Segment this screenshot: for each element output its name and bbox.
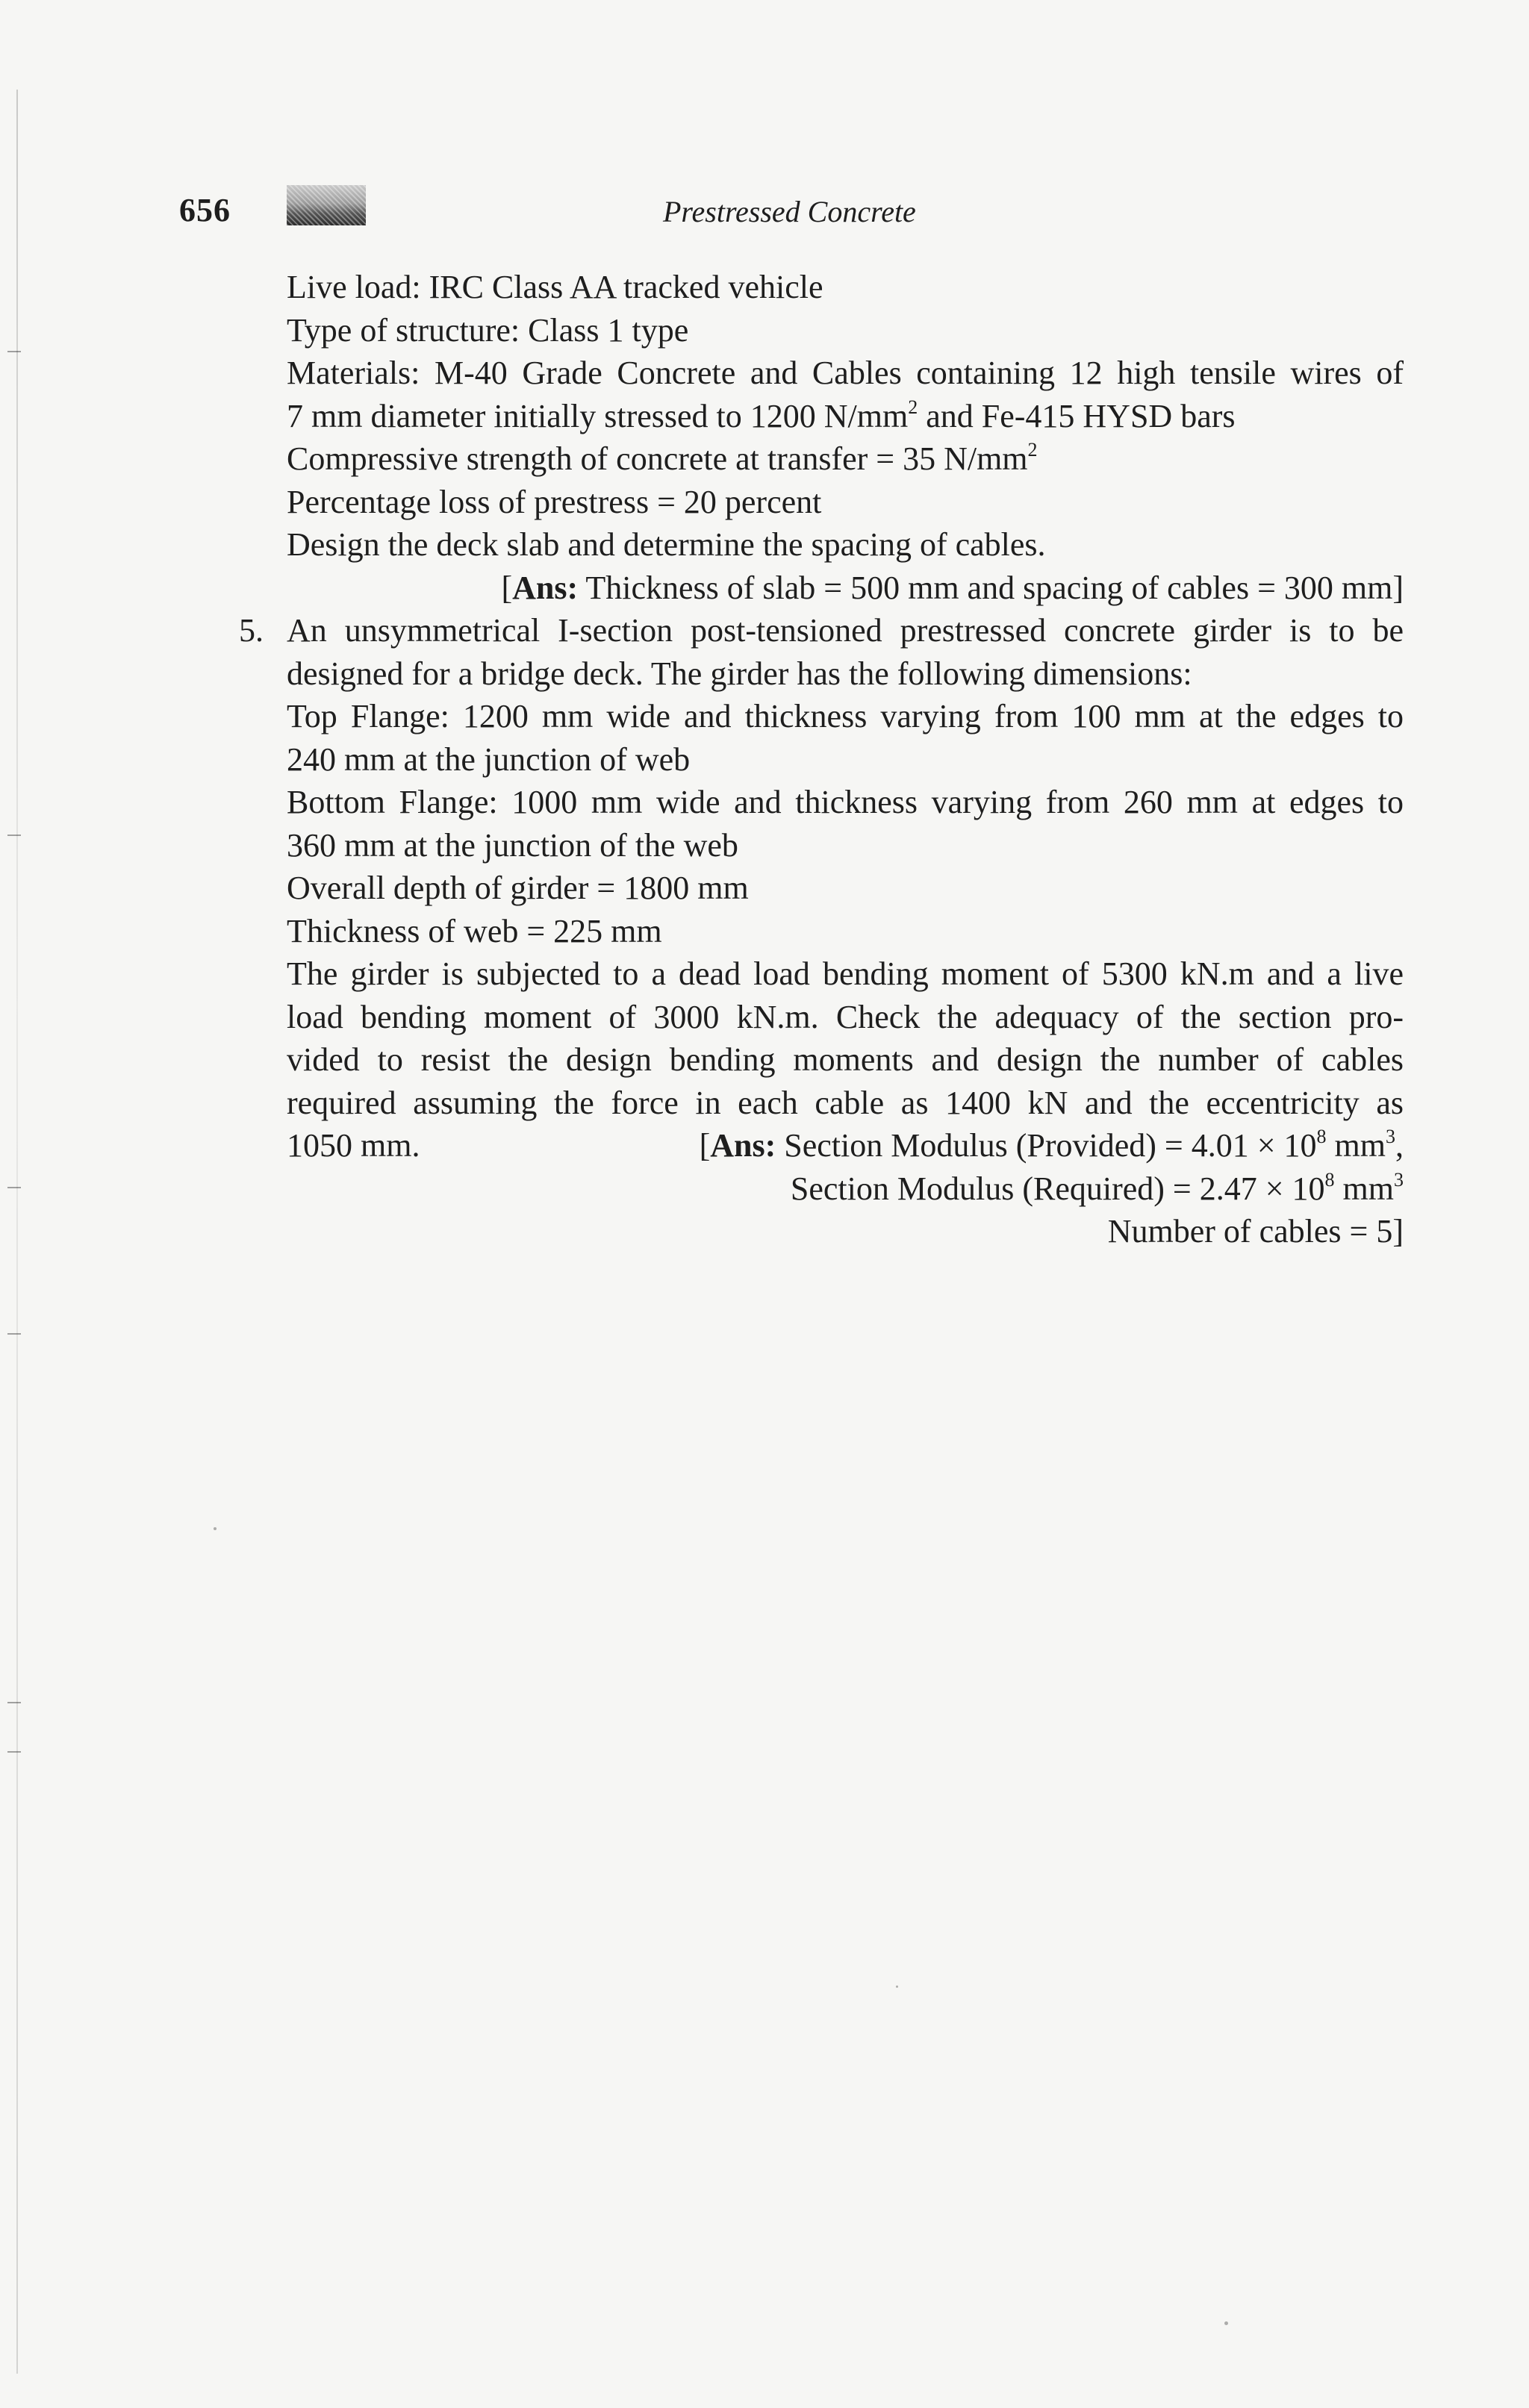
answer-text: Section Modulus (Required) = 2.47 × 10 [790,1170,1325,1207]
text-line [287,395,1404,438]
scan-speck [214,1527,217,1530]
bracket: [ [699,1127,711,1164]
text-line: Live load: IRC Class AA tracked vehicle [287,269,823,305]
text-run: and Fe-415 HYSD bars [918,397,1236,434]
text-run: Compressive strength of concrete at transfer = 35 N/mm [287,440,1028,477]
text-line: load bending moment of 3000 kN.m. Check the adequacy of the section pro- [287,998,1404,1035]
scan-speck [896,1986,898,1988]
page-body [239,266,1404,1253]
text-line: Bottom Flange: 1000 mm wide and thickness varying from 260 mm at edges to [287,784,1404,820]
page-number: 656 [179,192,231,228]
superscript: 2 [908,396,918,418]
text-run: 1050 mm. [287,1127,420,1164]
answer-label: Ans: [710,1127,776,1164]
text-line: designed for a bridge deck. The girder has the following dimensions: [287,655,1192,692]
edge-mark [7,1333,21,1335]
text-line: Type of structure: Class 1 type [287,311,689,349]
text-line [287,437,1404,481]
edge-mark [7,1702,21,1703]
text-line [239,609,1404,652]
superscript: 8 [1316,1126,1327,1147]
text-line: The girder is subjected to a dead load bending moment of 5300 kN.m and a live [287,955,1404,992]
running-title: Prestressed Concrete [663,195,916,228]
text-line [287,1124,1404,1167]
text-run: An unsymmetrical I-section post-tensioned prestressed concrete girder is to be [287,612,1404,649]
text-line: Materials: M-40 Grade Concrete and Cables containing 12 high tensile wires of [287,355,1404,391]
text-line: Percentage loss of prestress = 20 percent [287,483,822,520]
answer-line [700,1124,1404,1167]
answer-line: Number of cables = 5] [1107,1213,1404,1250]
text-line: Overall depth of girder = 1800 mm [287,870,749,906]
edge-mark [7,351,21,352]
unit-text: mm [1326,1127,1386,1164]
edge-mark [7,1751,21,1753]
superscript: 2 [1027,439,1038,461]
superscript: 3 [1394,1168,1404,1191]
page-header [179,182,1404,234]
item-number: 5. [239,612,264,649]
bracket: [ [501,569,513,606]
unit-text: mm [1334,1170,1394,1207]
text-line: required assuming the force in each cable as 1400 kN and the eccentricity as [287,1084,1404,1121]
superscript: 8 [1324,1168,1335,1191]
edge-mark [7,1187,21,1188]
text-run: 7 mm diameter initially stressed to 1200 N/mm [287,397,909,434]
answer-line [287,567,1404,610]
superscript: 3 [1386,1126,1395,1147]
answer-text: Section Modulus (Provided) = 4.01 × 10 [776,1127,1317,1164]
binding-edge [16,90,18,2374]
answer-text: Thickness of slab = 500 mm and spacing of cables = 300 mm] [578,569,1404,606]
text-line: vided to resist the design bending moments and design the number of cables [287,1041,1404,1078]
answer-line [287,1167,1404,1211]
edge-mark [7,835,21,836]
text-line: Design the deck slab and determine the spacing of cables. [287,526,1046,563]
scan-speck [1224,2321,1228,2325]
answer-label: Ans: [512,569,579,606]
text-line: 360 mm at the junction of the web [287,826,738,864]
header-ornament-image [287,185,366,225]
text-line: Thickness of web = 225 mm [287,912,662,949]
text-line: Top Flange: 1200 mm wide and thickness varying from 100 mm at the edges to [287,698,1404,734]
text-line: 240 mm at the junction of web [287,740,691,778]
punctuation: , [1395,1127,1404,1164]
